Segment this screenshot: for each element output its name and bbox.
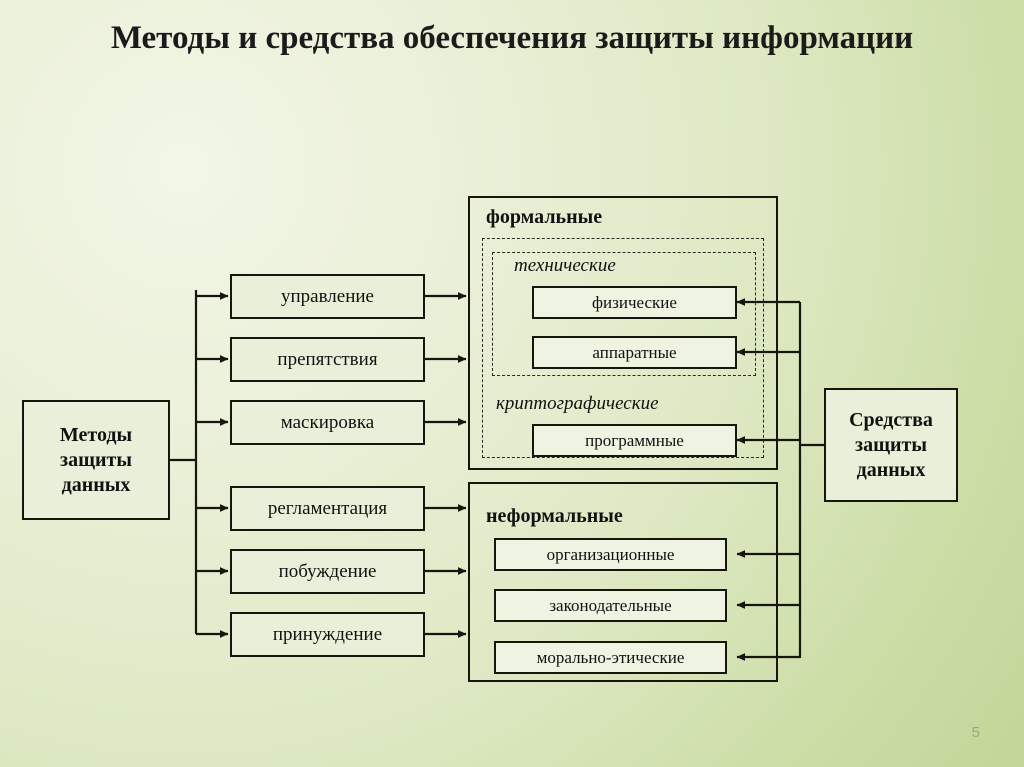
root-node-label: Методы защиты данных [59, 423, 133, 496]
leaf-box-fizicheskie [532, 286, 737, 319]
page-number: 5 [971, 724, 980, 741]
leaf-box-apparatnye [532, 336, 737, 369]
group-title-neformalnye: неформальные [486, 505, 623, 527]
leaf-label: физические [592, 292, 677, 312]
method-box-pobuzhdenie [230, 549, 425, 594]
leaf-label: морально-этические [536, 647, 685, 667]
method-label: побуждение [278, 560, 377, 582]
sublabel-kriptograficheskie: криптографические [496, 393, 659, 414]
leaf-label: организационные [546, 544, 675, 564]
method-box-reglamentaciya [230, 486, 425, 531]
root-node-methods [22, 400, 170, 520]
root-node-means-label: Средства защиты данных [849, 408, 933, 481]
root-node-means [824, 388, 958, 502]
leaf-label: аппаратные [592, 342, 677, 362]
method-box-prepyatstviya [230, 337, 425, 382]
method-label: препятствия [277, 348, 378, 370]
method-label: маскировка [280, 411, 375, 433]
leaf-box-programmnye [532, 424, 737, 457]
leaf-label: законодательные [549, 595, 672, 615]
leaf-box-organizacionnye [494, 538, 727, 571]
leaf-label: программные [585, 430, 684, 450]
method-label: регламентация [267, 497, 388, 519]
method-box-upravlenie [230, 274, 425, 319]
page-title: Методы и средства обеспечения защиты информации [110, 20, 914, 56]
method-box-prinuzhdenie [230, 612, 425, 657]
group-title-formalnye: формальные [486, 206, 603, 228]
sublabel-tehnicheskie: технические [514, 255, 616, 276]
leaf-box-zakonodatelnye [494, 589, 727, 622]
method-box-maskirovka [230, 400, 425, 445]
leaf-box-moralno-eticheskie [494, 641, 727, 674]
method-label: принуждение [272, 623, 383, 645]
method-label: управление [280, 285, 374, 307]
